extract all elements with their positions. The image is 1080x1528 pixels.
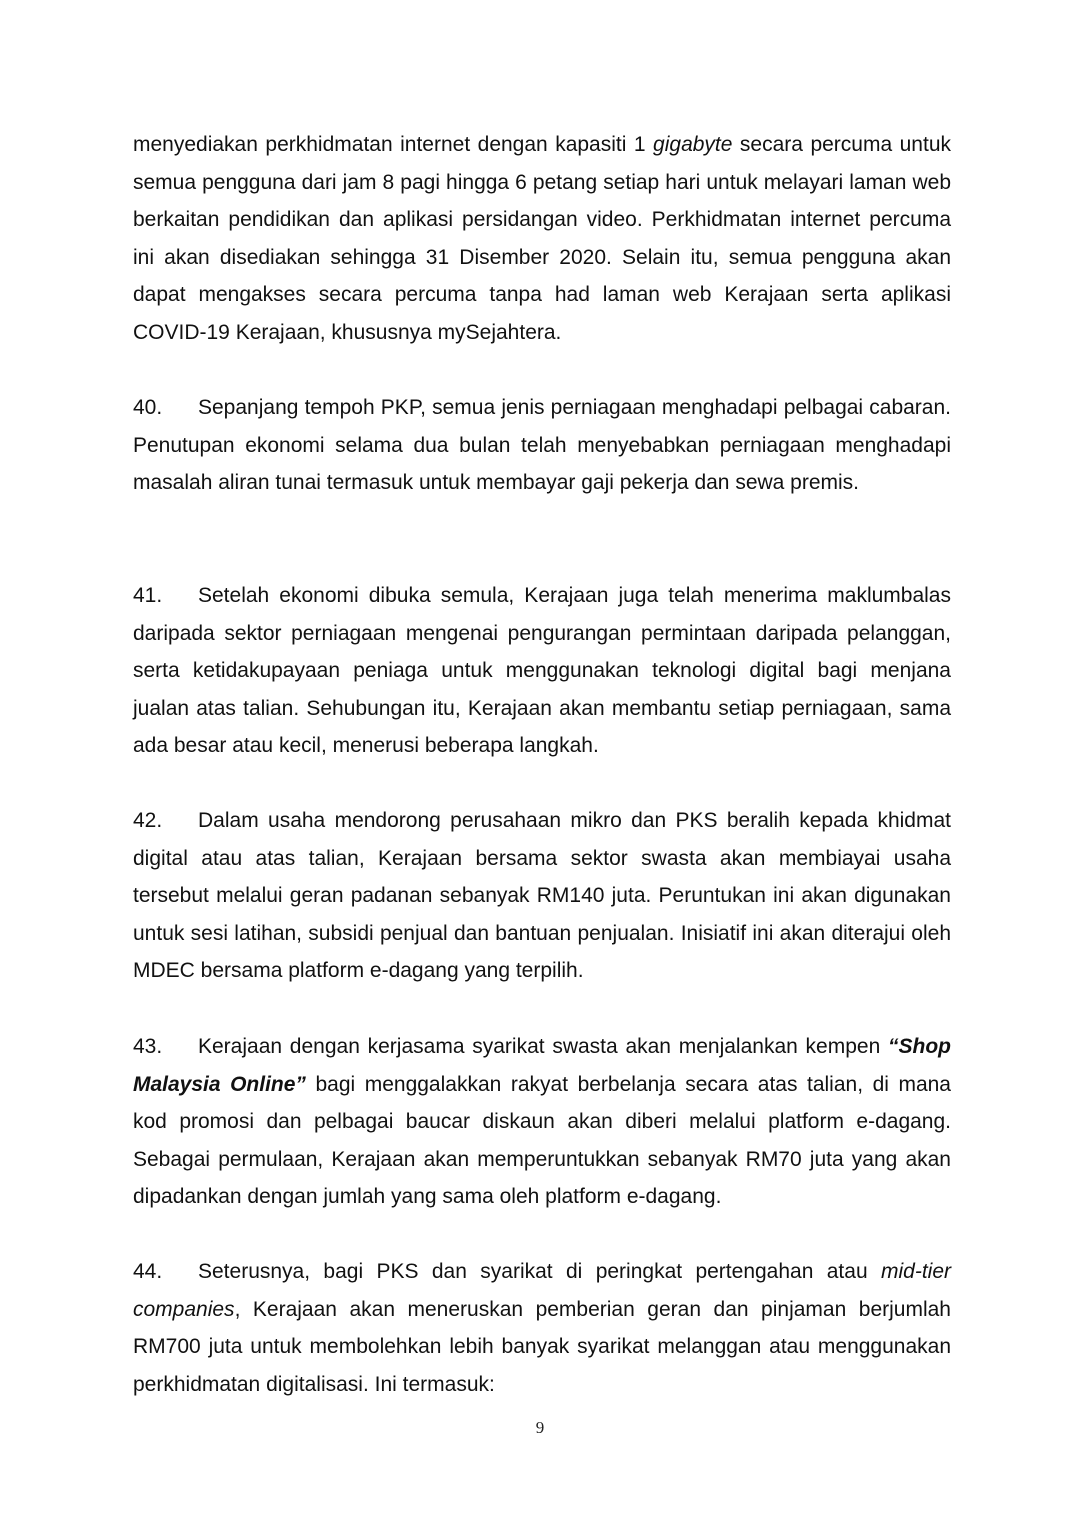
paragraph-40 bbox=[133, 389, 951, 502]
page-number: 9 bbox=[535, 1418, 545, 1437]
paragraph-43-text-1: Kerajaan dengan kerjasama syarikat swasta akan menjalankan kempen bbox=[198, 1035, 888, 1058]
paragraph-44-text-1: Seterusnya, bagi PKS dan syarikat di peringkat pertengahan atau bbox=[198, 1260, 881, 1283]
paragraph-intro-text-2: secara percuma untuk semua pengguna dari jam 8 pagi hingga 6 petang setiap hari untuk melayari laman web berkaitan pendidikan dan aplikasi persidangan video. Perkhidmatan internet percuma ini akan disediakan sehingga 31 Disember 2020. Selain itu, semua pengguna akan dapat mengakses secara percuma tanpa had laman web Kerajaan serta aplikasi COVID-19 Kerajaan, khususnya mySejahtera. bbox=[133, 133, 952, 344]
paragraph-41-text: Setelah ekonomi dibuka semula, Kerajaan juga telah menerima maklumbalas daripada sektor perniagaan mengenai pengurangan permintaan daripada pelanggan, serta ketidakupayaan peniaga untuk menggunakan teknologi digital bagi menjana jualan atas talian. Sehubungan itu, Kerajaan akan membantu setiap perniagaan, sama ada besar atau kecil, menerusi beberapa langkah. bbox=[133, 584, 951, 757]
paragraph-intro-text-1: menyediakan perkhidmatan internet dengan kapasiti 1 bbox=[133, 133, 654, 156]
paragraph-44-number: 44. bbox=[133, 1260, 163, 1283]
paragraph-44-italic-term: mid-tier companies bbox=[133, 1260, 951, 1321]
paragraph-intro bbox=[133, 126, 951, 351]
paragraph-41-number: 41. bbox=[133, 584, 163, 607]
paragraph-42-number: 42. bbox=[133, 809, 163, 832]
paragraph-43-campaign-name: “Shop Malaysia Online” bbox=[133, 1035, 951, 1096]
paragraph-41 bbox=[133, 577, 951, 765]
paragraph-intro-italic-term: gigabyte bbox=[653, 133, 733, 156]
paragraph-43-number: 43. bbox=[133, 1035, 163, 1058]
paragraph-44 bbox=[133, 1253, 951, 1403]
paragraph-43 bbox=[133, 1028, 951, 1216]
paragraph-42-text: Dalam usaha mendorong perusahaan mikro dan PKS beralih kepada khidmat digital atau atas talian, Kerajaan bersama sektor swasta akan membiayai usaha tersebut melalui geran padanan sebanyak RM140 juta. Peruntukan ini akan digunakan untuk sesi latihan, subsidi penjual dan bantuan penjualan. Inisiatif ini akan diterajui oleh MDEC bersama platform e-dagang yang terpilih. bbox=[133, 809, 951, 982]
paragraph-44-text-2: , Kerajaan akan meneruskan pemberian geran dan pinjaman berjumlah RM700 juta untuk membolehkan lebih banyak syarikat melanggan atau menggunakan perkhidmatan digitalisasi. Ini termasuk: bbox=[133, 1297, 951, 1396]
paragraph-42 bbox=[133, 802, 951, 990]
paragraph-43-text-2: bagi menggalakkan rakyat berbelanja secara atas talian, di mana kod promosi dan pelbagai baucar diskaun akan diberi melalui platform e-dagang. Sebagai permulaan, Kerajaan akan memperuntukkan sebanyak RM70 juta yang akan dipadankan dengan jumlah yang sama oleh platform e-dagang. bbox=[133, 1072, 951, 1208]
paragraph-40-number: 40. bbox=[133, 396, 163, 419]
paragraph-40-text: Sepanjang tempoh PKP, semua jenis perniagaan menghadapi pelbagai cabaran. Penutupan ekonomi selama dua bulan telah menyebabkan perniagaan menghadapi masalah aliran tunai termasuk untuk membayar gaji pekerja dan sewa premis. bbox=[133, 396, 951, 494]
